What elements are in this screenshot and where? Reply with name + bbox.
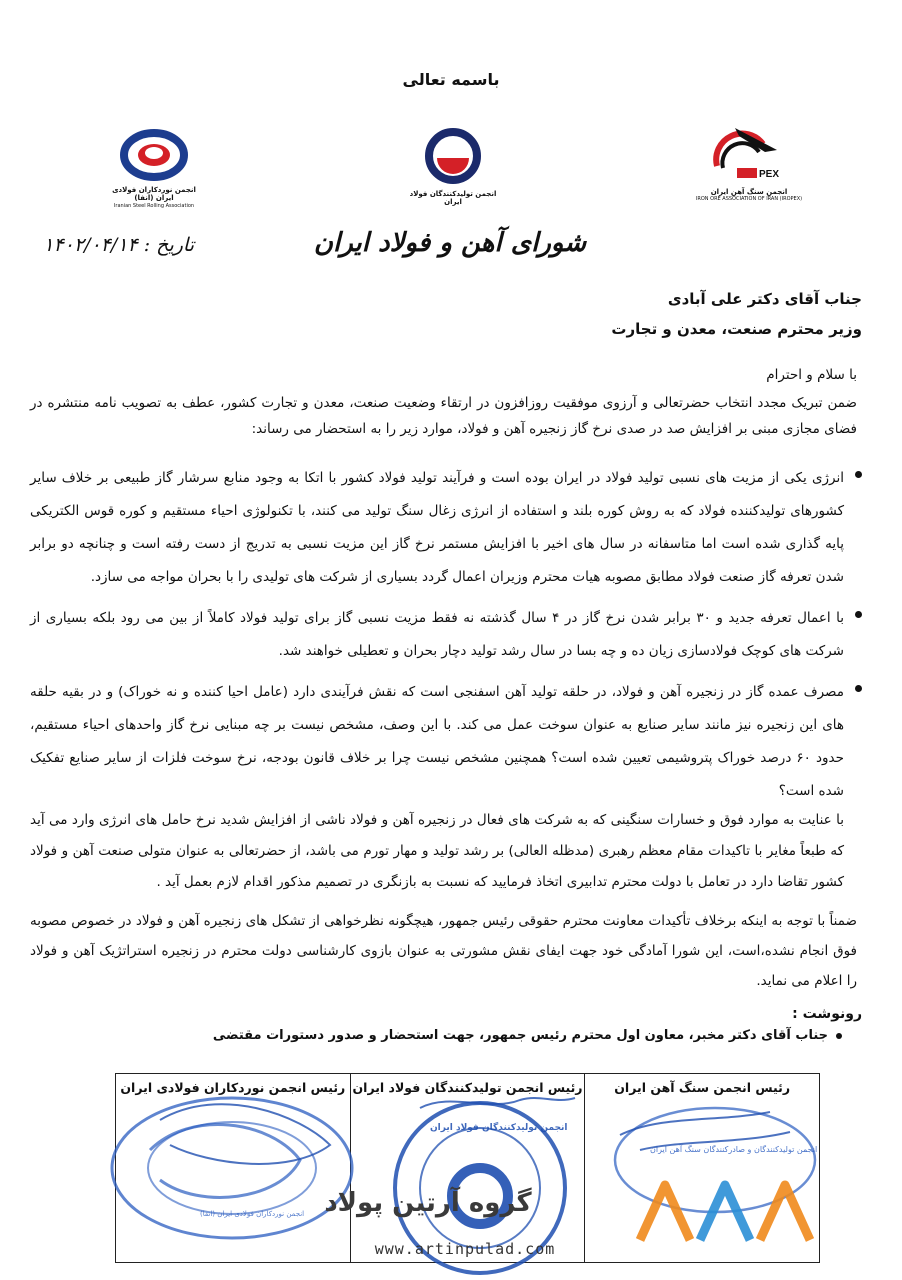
bullet-dot-icon [855, 685, 862, 692]
copy-bullet-icon [836, 1033, 842, 1039]
signature-cell-steel [350, 1074, 585, 1262]
bullet-item [30, 676, 844, 808]
bullet-dot-icon [855, 471, 862, 478]
iropex-caption-en: IRON ORE ASSOCIATION OF IRAN (IROPEX) [695, 196, 803, 203]
letter-date: تاریخ : ۱۴۰۲/۰۴/۱۴ [43, 234, 194, 256]
council-title: شورای آهن و فولاد ایران [313, 228, 587, 258]
signature-title: رئیس انجمن نوردکاران فولادی ایران [120, 1080, 346, 1095]
iropex-stamp-text: انجمن تولیدکنندگان و صادرکنندگان سنگ آهن ایران [650, 1145, 818, 1154]
iropex-caption: انجمن سنگ آهن ایران [710, 188, 788, 196]
steel-producers-logo [408, 128, 498, 207]
rolling-association-logo-icon [118, 128, 190, 182]
addressee-name: جناب آقای دکتر علی آبادی [667, 290, 862, 308]
watermark-url: www.artinpulad.com [374, 1240, 556, 1258]
iropex-logo-icon [699, 122, 799, 184]
bismillah-heading: باسمه تعالی [402, 70, 500, 89]
salutation: با سلام و احترام [766, 367, 857, 383]
bullet-text: با اعمال تعرفه جدید و ۳۰ برابر شدن نرخ گاز در ۴ سال گذشته نه فقط مزیت نسبی گاز برای تولید فولاد کاملاً از بین می رود بلکه بسیاری از شرکت های کوچک فولادسازی زیان ده و چه بسا در سال رشد تولید دچار بحران و تعطیلی خواهند شد. [30, 610, 844, 659]
rolling-association-caption-en: Iranian Steel Rolling Association [113, 202, 195, 209]
copy-to-text: جناب آقای دکتر مخبر، معاون اول محترم رئیس جمهور، جهت استحضار و صدور دستورات مقتضی [212, 1028, 828, 1043]
signature-cell-iropex [584, 1074, 819, 1262]
intro-paragraph: ضمن تبریک مجدد انتخاب حضرتعالی و آرزوی موفقیت روزافزون در ارتقاء وضعیت صنعت، معدن و تجارت کشور، عطف به تصویب نامه منتشره در فضای مجازی مبنی بر افزایش صد در صدی نرخ گاز زنجیره آهن و فولاد، موارد زیر را به استحضار می رساند: [30, 395, 857, 437]
addressee-position: وزیر محترم صنعت، معدن و تجارت [611, 320, 862, 338]
bullet-text: انرژی یکی از مزیت های نسبی تولید فولاد در ایران بوده است و فرآیند تولید فولاد کشور با اتکا به وجود منابع سرشار گاز طبیعی بر خلاف سایر کشورهای تولیدکننده فولاد که به روش کوره بلند و استفاده از انرژی زغال سنگ تولید می کنند، با تکنولوژی احیاء مستقیم و کوره قوس الکتریکی پایه گذاری شده است اما متاسفانه در سال های اخیر با افزایش مستمر نرخ گاز این مزیت نسبی به تدریج از دست رفته است و چنانچه دو برابر شدن تعرفه گاز صنعت فولاد مطابق مصوبه هیات محترم وزیران اعمال گردد بسیاری از شرکت های تولیدی را با بحران مواجه می سازد. [30, 470, 844, 585]
iropex-mark: PEX [759, 169, 780, 180]
iropex-logo [694, 122, 804, 202]
signature-title: رئیس انجمن سنگ آهن ایران [614, 1080, 791, 1095]
bullet-item [30, 462, 844, 594]
rolling-association-caption: انجمن نوردکاران فولادی ایران (انفا) [112, 186, 196, 203]
bullet-item [30, 602, 844, 668]
steel-producers-logo-icon [415, 128, 491, 186]
copy-to-item [213, 1028, 842, 1043]
rolling-association-logo [104, 128, 204, 209]
note-paragraph: ضمناً با توجه به اینکه برخلاف تأکیدات معاونت محترم حقوقی رئیس جمهور، هیچگونه نظرخواهی از تشکل های زنجیره آهن و فولاد در خصوص مصوبه فوق انجام نشده،است، این شورا آمادگی خود جهت ایفای نقش مشورتی به عنوان بازوی کارشناسی دولت محترم در زنجیره استراتژیک آهن و فولاد را اعلام می نماید. [30, 913, 857, 989]
signature-cell-rolling [116, 1074, 350, 1262]
bullet-text: مصرف عمده گاز در زنجیره آهن و فولاد، در حلقه تولید آهن اسفنجی است که نقش فرآیندی دارد (عامل احیا کننده و نه خوراک) و در بقیه حلقه های این زنجیره نیز مانند سایر صنایع به عنوان سوخت عمل می کند. با این وصف، مشخص نیست بر چه مبنایی نرخ گاز واحدهای احیاء مستقیم، حدود ۶۰ درصد خوراک پتروشیمی تعیین شده است؟ همچنین مشخص نیست چرا بر خلاف قانون بودجه، نرخ سوخت فلزات از سایر صنایع تفکیک شده است؟ [30, 684, 844, 799]
steel-producers-caption: انجمن تولیدکنندگان فولاد ایران [409, 190, 497, 207]
steel-stamp-text: انجمن تولیدکنندگان فولاد ایران [430, 1123, 568, 1133]
watermark-text: گروه آرتین پولاد [324, 1188, 532, 1218]
bullet-dot-icon [855, 611, 862, 618]
consequences-paragraph: با عنایت به موارد فوق و خسارات سنگینی که به شرکت های فعال در زنجیره آهن و فولاد ناشی از افزایش شدید نرخ حامل های انرژی وارد می آید که طبعاً مغایر با تاکیدات مقام معظم رهبری (مدظله العالی) بر رشد تولید و مهار تورم می باشد، از حضرتعالی به عنوان متولی صنعت آهن و فولاد کشور تقاضا دارد در تعامل با دولت محترم تدابیری اتخاذ فرمایید که نسبت به بازنگری در تصمیم مذکور اقدام لازم بعمل آید . [30, 812, 844, 890]
copy-to-heading: رونوشت : [792, 1006, 862, 1022]
rolling-stamp-text: انجمن نوردکاران فولادی ایران (انفا) [200, 1210, 305, 1218]
signature-table [115, 1073, 820, 1263]
signature-title: رئیس انجمن تولیدکنندگان فولاد ایران [352, 1080, 583, 1095]
